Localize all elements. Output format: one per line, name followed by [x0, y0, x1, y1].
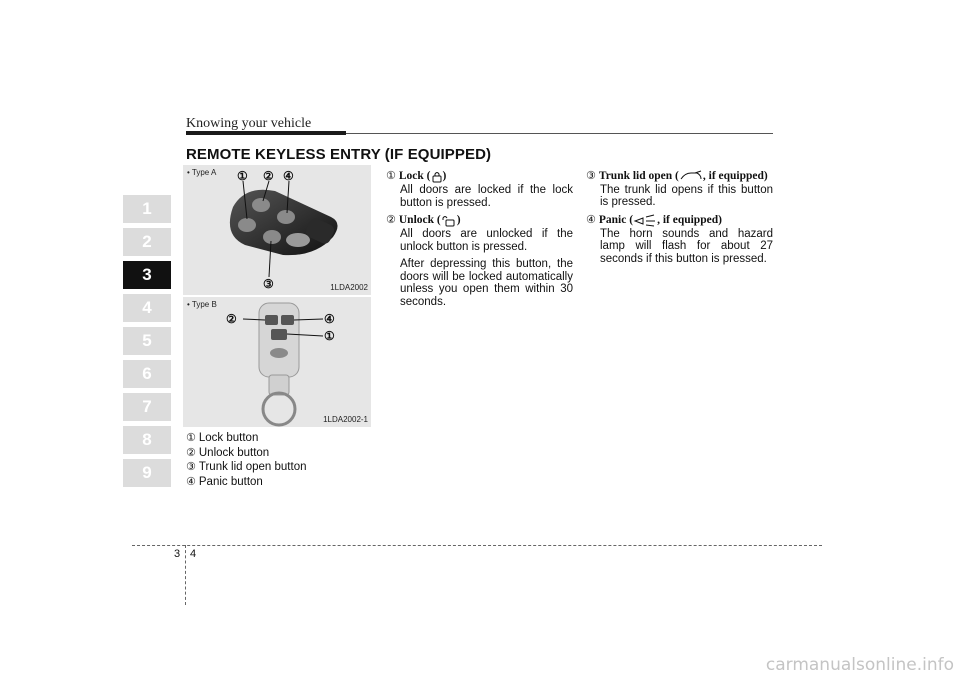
- legend-item: ① Lock button: [186, 431, 259, 444]
- footer-rule: [132, 545, 822, 546]
- callout-2: ②: [263, 169, 274, 183]
- item-title: ① Lock ( ): [386, 169, 447, 183]
- item-trunk: [586, 170, 773, 209]
- callout-1: ①: [237, 169, 248, 183]
- legend-item: ② Unlock button: [186, 445, 270, 459]
- watermark: carmanualsonline.info: [765, 655, 954, 675]
- header-bar: [186, 131, 346, 135]
- chapter-tabs: [123, 195, 171, 492]
- item-body: The trunk lid opens if this button is pressed.: [600, 183, 773, 208]
- item-body: The horn sounds and hazard lamp will flash for about 27 seconds if this button is pressed.: [600, 227, 773, 265]
- item-body: All doors are locked if the lock button is pressed.: [400, 184, 573, 209]
- button-legend: [186, 431, 307, 489]
- header-rule: [346, 133, 773, 134]
- lock-icon: [431, 170, 443, 183]
- legend-item: ③ Trunk lid open button: [186, 460, 307, 473]
- chapter-tab-7[interactable]: 7: [123, 393, 171, 421]
- figure-type-label: • Type B: [187, 300, 217, 309]
- item-body: After depressing this button, the doors will be locked automatically unless you open them within 30 seconds.: [400, 258, 573, 308]
- header-title: Knowing your vehicle: [186, 116, 312, 131]
- footer-divider: [185, 545, 186, 605]
- chapter-tab-5[interactable]: 5: [123, 327, 171, 355]
- callout-4: ④: [324, 312, 335, 326]
- remote-key-type-b-figure: [183, 297, 371, 427]
- callout-4: ④: [283, 169, 294, 183]
- item-lock: [386, 170, 573, 209]
- callout-2: ②: [226, 312, 237, 326]
- remote-key-type-a-figure: [183, 165, 371, 295]
- figure-code: 1LDA2002: [330, 283, 368, 292]
- section-heading: REMOTE KEYLESS ENTRY (IF EQUIPPED): [186, 146, 492, 163]
- item-unlock: [386, 214, 573, 308]
- item-title: ② Unlock ( ): [386, 213, 461, 227]
- trunk-icon: [679, 170, 703, 182]
- chapter-tab-4[interactable]: 4: [123, 294, 171, 322]
- callout-1: ①: [324, 329, 335, 343]
- text-column-left: [386, 170, 573, 313]
- callout-3: ③: [263, 277, 274, 291]
- figure-code: 1LDA2002-1: [323, 415, 368, 424]
- remote-key-type-b-illustration: [183, 297, 371, 427]
- chapter-tab-6[interactable]: 6: [123, 360, 171, 388]
- figure-type-label: • Type A: [187, 168, 217, 177]
- page-chapter-number: 3: [174, 548, 181, 560]
- chapter-tab-9[interactable]: 9: [123, 459, 171, 487]
- remote-key-type-a-illustration: [183, 165, 371, 295]
- text-column-right: [586, 170, 773, 270]
- item-body: All doors are unlocked if the unlock button is pressed.: [400, 228, 573, 253]
- chapter-tab-2[interactable]: 2: [123, 228, 171, 256]
- unlock-icon: [441, 214, 457, 227]
- item-title: ③ Trunk lid open ( , if equipped): [586, 169, 768, 182]
- legend-item: ④ Panic button: [186, 474, 263, 488]
- horn-icon: [633, 214, 657, 227]
- item-panic: [586, 214, 773, 266]
- chapter-tab-3[interactable]: 3: [123, 261, 171, 289]
- chapter-tab-8[interactable]: 8: [123, 426, 171, 454]
- chapter-tab-1[interactable]: 1: [123, 195, 171, 223]
- item-title: ④ Panic ( , if equipped): [586, 212, 722, 226]
- page-number: 4: [190, 548, 197, 560]
